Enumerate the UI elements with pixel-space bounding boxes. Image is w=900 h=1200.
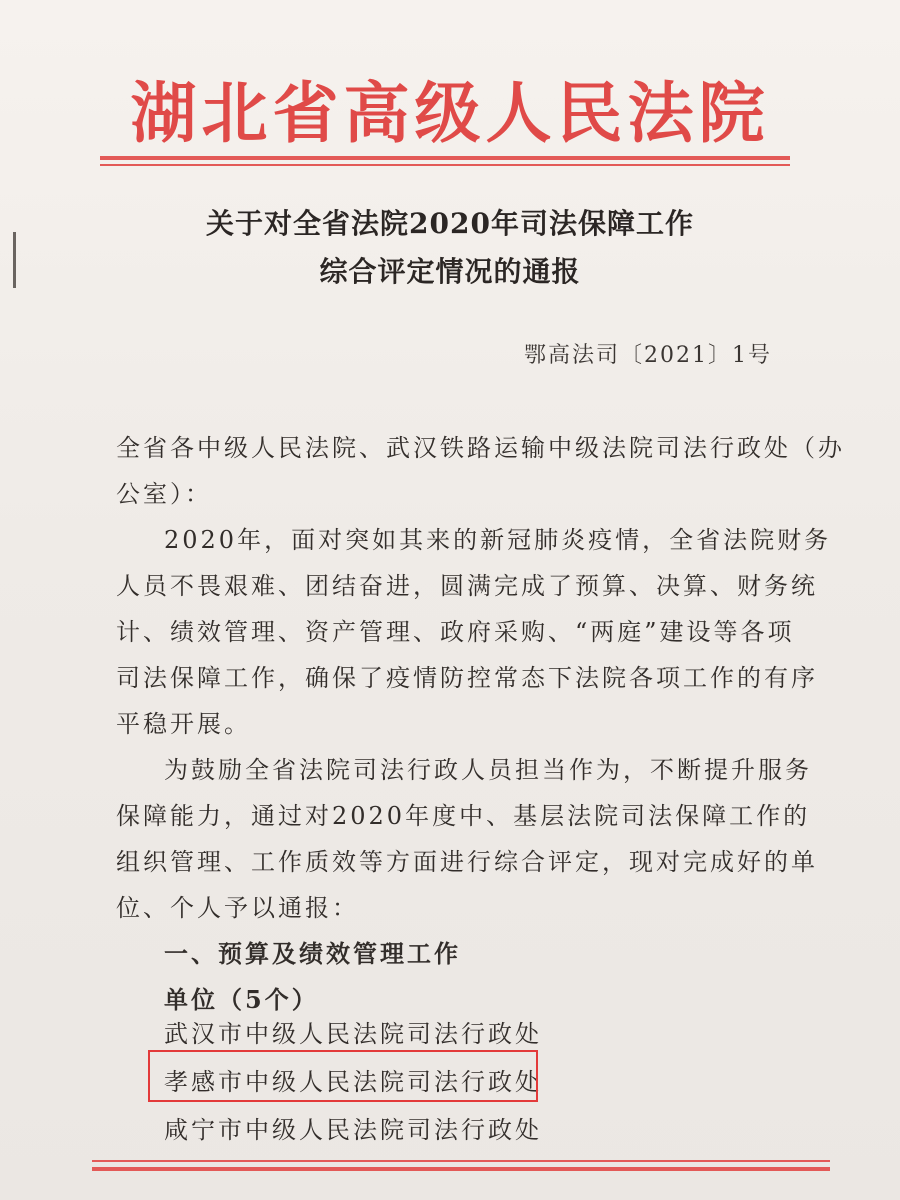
paragraph-2-line-3: 组织管理、工作质效等方面进行综合评定，现对完成好的单	[116, 848, 818, 876]
paragraph-1-line-5: 平稳开展。	[116, 710, 251, 738]
document-number: 鄂高法司〔2021〕1号	[524, 343, 772, 368]
paragraph-2-line-1: 为鼓励全省法院司法行政人员担当作为，不断提升服务	[164, 756, 812, 784]
units-subheading: 单位（5个）	[164, 985, 319, 1014]
highlight-box	[148, 1050, 538, 1102]
paragraph-1-line-4: 司法保障工作，确保了疫情防控常态下法院各项工作的有序	[116, 664, 818, 692]
document-title-line-2: 综合评定情况的通报	[319, 255, 581, 288]
paragraph-1-line-1: 2020年，面对突如其来的新冠肺炎疫情，全省法院财务	[164, 526, 832, 554]
addressee-line-2: 公室）：	[116, 480, 212, 508]
header-rule-bottom	[100, 164, 790, 166]
court-header-title: 湖北省高级人民法院	[130, 75, 770, 152]
unit-item-highlighted: 孝感市中级人民法院司法行政处	[164, 1068, 542, 1096]
paragraph-1-line-3: 计、绩效管理、资产管理、政府采购、“两庭”建设等各项	[116, 618, 795, 646]
footer-rule-top	[92, 1160, 830, 1162]
header-rule-top	[100, 156, 790, 160]
paragraph-2-line-4: 位、个人予以通报：	[116, 894, 359, 922]
paragraph-1-line-2: 人员不畏艰难、团结奋进，圆满完成了预算、决算、财务统	[116, 572, 818, 600]
addressee-line-1: 全省各中级人民法院、武汉铁路运输中级法院司法行政处（办	[116, 434, 845, 462]
footer-rule-bottom	[92, 1167, 830, 1171]
unit-item: 咸宁市中级人民法院司法行政处	[164, 1116, 542, 1144]
paragraph-2-line-2: 保障能力，通过对2020年度中、基层法院司法保障工作的	[116, 802, 811, 830]
unit-item: 武汉市中级人民法院司法行政处	[164, 1020, 542, 1048]
section-heading: 一、预算及绩效管理工作	[164, 939, 461, 968]
document-title-line-1: 关于对全省法院2020年司法保障工作	[206, 207, 694, 240]
